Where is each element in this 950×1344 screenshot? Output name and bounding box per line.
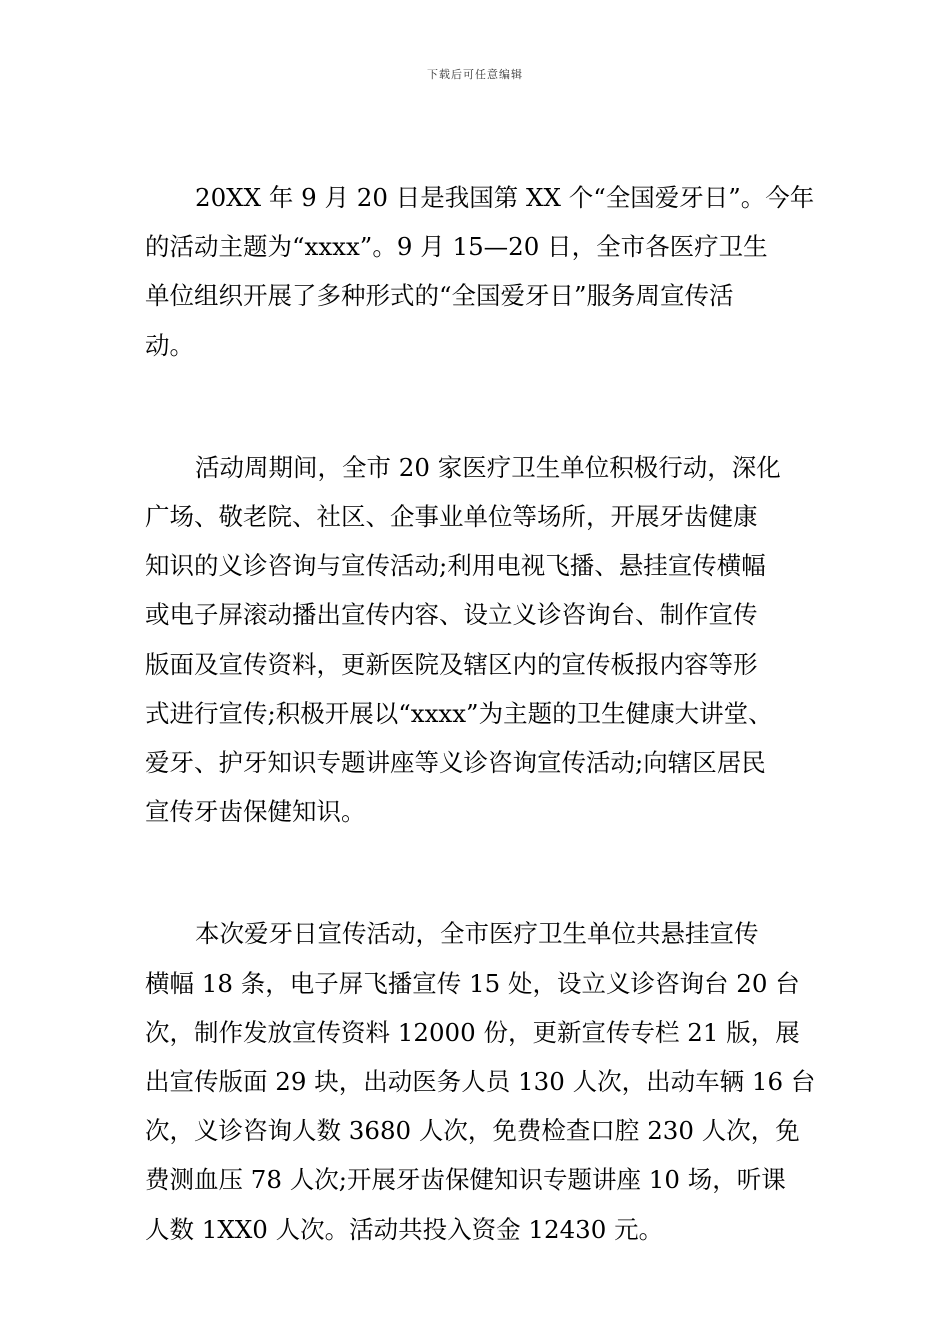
text-line: 出宣传版面 29 块，出动医务人员 130 人次，出动车辆 16 台 xyxy=(145,1067,816,1097)
text-line: 本次爱牙日宣传活动，全市医疗卫生单位共悬挂宣传 xyxy=(195,919,759,949)
text-line: 次，制作发放宣传资料 12000 份，更新宣传专栏 21 版，展 xyxy=(145,1017,800,1047)
text-line: 活动周期间，全市 20 家医疗卫生单位积极行动，深化 xyxy=(195,452,781,482)
text-line: 广场、敬老院、社区、企事业单位等场所，开展牙齿健康 xyxy=(145,502,758,532)
paragraph-2 xyxy=(145,443,835,837)
text-line: 版面及宣传资料，更新医院及辖区内的宣传板报内容等形 xyxy=(145,649,758,679)
text-line: 式进行宣传;积极开展以“xxxx”为主题的卫生健康大讲堂、 xyxy=(145,698,773,728)
text-line: 20XX 年 9 月 20 日是我国第 XX 个“全国爱牙日”。今年 xyxy=(195,183,815,212)
document-body xyxy=(145,173,835,1327)
text-line: 知识的义诊咨询与宣传活动;利用电视飞播、悬挂宣传横幅 xyxy=(145,551,766,581)
text-line: 或电子屏滚动播出宣传内容、设立义诊咨询台、制作宣传 xyxy=(145,600,758,630)
text-line: 的活动主题为“xxxx”。9 月 15—20 日，全市各医疗卫生 xyxy=(145,232,768,262)
text-line: 费测血压 78 人次;开展牙齿保健知识专题讲座 10 场，听课 xyxy=(145,1165,786,1195)
text-line: 动。 xyxy=(145,330,194,360)
text-line: 次，义诊咨询人数 3680 人次，免费检查口腔 230 人次，免 xyxy=(145,1116,800,1146)
text-line: 横幅 18 条，电子屏飞播宣传 15 处，设立义诊咨询台 20 台 xyxy=(145,968,800,998)
page-header-note: 下载后可任意编辑 xyxy=(427,68,523,81)
text-line: 爱牙、护牙知识专题讲座等义诊咨询宣传活动;向辖区居民 xyxy=(145,748,766,778)
paragraph-3 xyxy=(145,909,835,1253)
text-line: 宣传牙齿保健知识。 xyxy=(145,797,366,827)
paragraph-1 xyxy=(145,173,835,370)
text-line: 人数 1XX0 人次。活动共投入资金 12430 元。 xyxy=(145,1214,664,1244)
text-line: 单位组织开展了多种形式的“全国爱牙日”服务周宣传活 xyxy=(145,281,734,311)
